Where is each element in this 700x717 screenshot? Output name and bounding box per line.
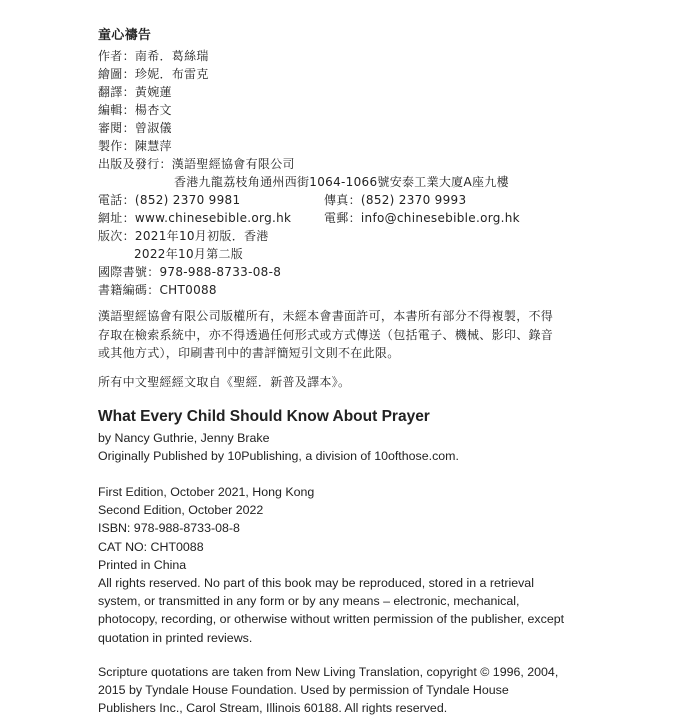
zh-phone: 電話：(852) 2370 9981: [98, 193, 241, 207]
zh-production: 製作：陳慧萍: [98, 139, 172, 153]
zh-address: 香港九龍荔枝角通州西街1064-1066號安泰工業大廈A座九樓: [174, 175, 509, 189]
en-isbn: ISBN: 978-988-8733-08-8: [98, 521, 240, 536]
zh-publisher: 出版及發行：漢語聖經協會有限公司: [98, 157, 295, 171]
en-rights-notice: All rights reserved. No part of this book may be reproduced, stored in a retrieval system, or transmitted in any form or by any means – electronic, mechanical, photocopy, recording, or otherwise without written permission of the publisher, except quotation in printed reviews.: [98, 575, 565, 645]
en-book-title: What Every Child Should Know About Prayer: [98, 407, 430, 425]
en-edition-2: Second Edition, October 2022: [98, 503, 264, 518]
en-edition-1: First Edition, October 2021, Hong Kong: [98, 484, 315, 499]
zh-fax: 傳真：(852) 2370 9993: [324, 193, 467, 207]
en-original-publisher: Originally Published by 10Publishing, a division of 10ofthose.com.: [98, 448, 459, 463]
en-printed-in: Printed in China: [98, 557, 187, 572]
zh-catalog-number: 書籍編碼：CHT0088: [98, 283, 217, 297]
zh-email: 電郵：info@chinesebible.org.hk: [324, 211, 520, 225]
zh-contact-row-1: [98, 191, 598, 209]
zh-author: 作者：南希．葛絲瑞: [98, 49, 209, 63]
zh-contact-row-2: [98, 209, 598, 227]
copyright-page: [98, 26, 598, 717]
zh-copyright-notice: 漢語聖經協會有限公司版權所有，未經本會書面許可，本書所有部分不得複製，不得存取在檢索系統中，亦不得透過任何形式或方式傳送（包括電子、機械、影印、錄音或其他方式），印刷書刊中的書評簡短引文則不在此限。: [98, 309, 554, 360]
en-byline: by Nancy Guthrie, Jenny Brake: [98, 430, 270, 445]
zh-book-title: 童心禱告: [98, 28, 152, 43]
zh-illustrator: 繪圖：珍妮．布雷克: [98, 67, 209, 81]
zh-isbn: 國際書號：978-988-8733-08-8: [98, 265, 282, 279]
zh-edition-1: 版次：2021年10月初版．香港: [98, 229, 269, 243]
zh-reviewer: 審閱：曾淑儀: [98, 121, 172, 135]
zh-editor: 編輯：楊杏文: [98, 103, 172, 117]
en-scripture-note: Scripture quotations are taken from New Living Translation, copyright © 1996, 2004, 2015 by Tyndale House Foundation. Used by permission of Tyndale House Publishers Inc., Carol Stream, Illinois 60188. All rights reserved.: [98, 664, 559, 716]
zh-translator: 翻譯：黃婉蓮: [98, 85, 172, 99]
en-cat-no: CAT NO: CHT0088: [98, 539, 204, 554]
zh-edition-2: 2022年10月第二版: [134, 247, 244, 261]
zh-scripture-note: 所有中文聖經經文取自《聖經．新普及譯本》。: [98, 374, 351, 389]
zh-website: 網址：www.chinesebible.org.hk: [98, 211, 292, 225]
